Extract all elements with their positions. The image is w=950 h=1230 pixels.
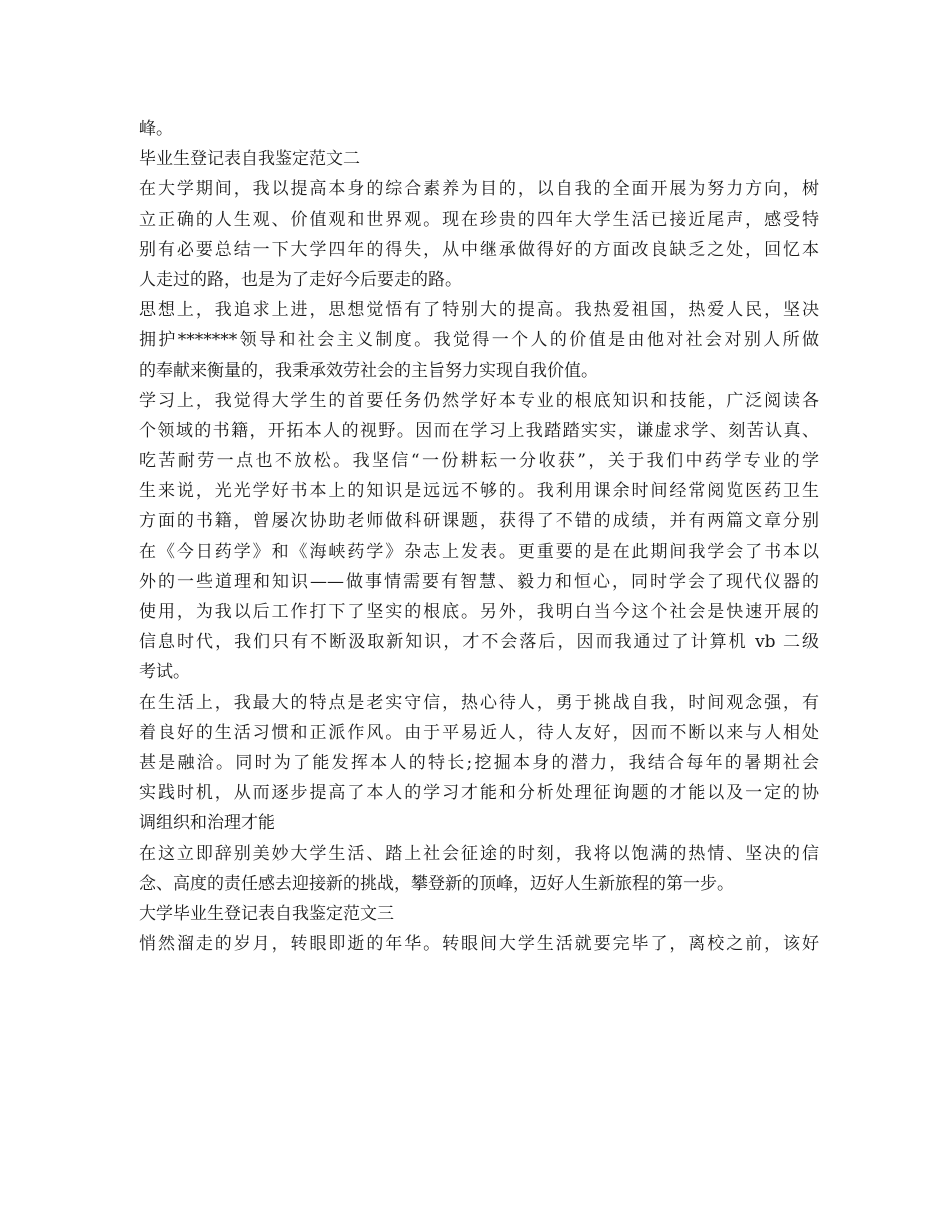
text-line: 在《今日药学》和《海峡药学》杂志上发表。更重要的是在此期间我学会了书本以 — [139, 541, 819, 562]
text-line: 方面的书籍，曾屡次协助老师做科研课题，获得了不错的成绩，并有两篇文章分别 — [139, 511, 819, 532]
text-line: 信息时代，我们只有不断汲取新知识，才不会落后，因而我通过了计算机 vb 二级 — [139, 632, 819, 653]
text-line: 外的一些道理和知识——做事情需要有智慧、毅力和恒心，同时学会了现代仪器的 — [139, 571, 819, 592]
text-line: 吃苦耐劳一点也不放松。我坚信“一份耕耘一分收获”，关于我们中药学专业的学 — [139, 451, 819, 472]
text-line: 别有必要总结一下大学四年的得失，从中继承做得好的方面改良缺乏之处，回忆本 — [139, 239, 819, 260]
text-line: 着良好的生活习惯和正派作风。由于平易近人，待人友好，因而不断以来与人相处 — [139, 722, 819, 743]
text-line: 学习上，我觉得大学生的首要任务仍然学好本专业的根底知识和技能，广泛阅读各 — [139, 390, 819, 411]
text-line: 峰。 — [139, 119, 173, 139]
text-line: 实践时机，从而逐步提高了本人的学习才能和分析处理征询题的才能以及一定的协 — [139, 783, 819, 804]
text-line: 调组织和治理才能 — [139, 813, 275, 834]
document-page — [139, 114, 819, 959]
text-line: 人走过的路，也是为了走好今后要走的路。 — [139, 269, 462, 290]
text-line: 在大学期间，我以提高本身的综合素养为目的，以自我的全面开展为努力方向，树 — [139, 179, 819, 200]
text-line: 大学毕业生登记表自我鉴定范文三 — [139, 903, 394, 924]
text-line: 甚是融洽。同时为了能发挥本人的特长;挖掘本身的潜力，我结合每年的暑期社会 — [139, 752, 819, 773]
text-line: 思想上，我追求上进，思想觉悟有了特别大的提高。我热爱祖国，热爱人民，坚决 — [139, 300, 819, 321]
text-line: 个领域的书籍，开拓本人的视野。因而在学习上我踏踏实实，谦虚求学、刻苦认真、 — [139, 420, 819, 441]
text-line: 考试。 — [139, 662, 190, 683]
text-line: 在这立即辞别美妙大学生活、踏上社会征途的时刻，我将以饱满的热情、坚决的信 — [139, 843, 819, 864]
text-line: 的奉献来衡量的，我秉承效劳社会的主旨努力实现自我价值。 — [139, 360, 598, 381]
text-line: 毕业生登记表自我鉴定范文二 — [139, 149, 360, 170]
text-line: 念、高度的责任感去迎接新的挑战，攀登新的顶峰，迈好人生新旅程的第一步。 — [139, 873, 734, 894]
text-line: 在生活上，我最大的特点是老实守信，热心待人，勇于挑战自我，时间观念强，有 — [139, 692, 819, 713]
text-line: 生来说，光光学好书本上的知识是远远不够的。我利用课余时间经常阅览医药卫生 — [139, 481, 819, 502]
text-line: 拥护*******领导和社会主义制度。我觉得一个人的价值是由他对社会对别人所做 — [139, 330, 819, 351]
text-line: 立正确的人生观、价值观和世界观。现在珍贵的四年大学生活已接近尾声，感受特 — [139, 209, 819, 230]
text-line: 使用，为我以后工作打下了坚实的根底。另外，我明白当今这个社会是快速开展的 — [139, 602, 819, 622]
text-line: 悄然溜走的岁月，转眼即逝的年华。转眼间大学生活就要完毕了，离校之前，该好 — [139, 934, 819, 955]
